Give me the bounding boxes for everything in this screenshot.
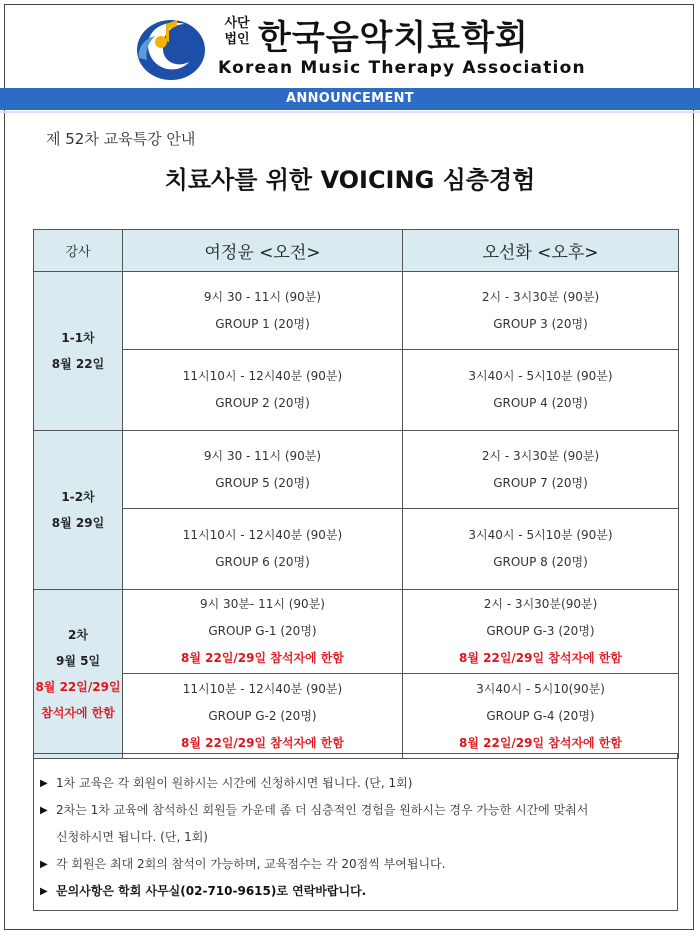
slot-cell: [123, 674, 403, 759]
lecture-subtitle: 제 52차 교육특강 안내: [46, 130, 196, 148]
note-text: 2차는 1차 교육에 참석하신 회원들 가운데 좀 더 심층적인 경험을 원하시는 경우 가능한 시간에 맞춰서: [56, 803, 589, 817]
slot-time: 11시10분 - 12시40분 (90분): [182, 681, 343, 696]
table-row: [34, 272, 679, 350]
notes-box: [33, 753, 678, 911]
note-text: 각 회원은 최대 2회의 참석이 가능하며, 교육점수는 각 20점씩 부여됩니다.: [56, 857, 446, 871]
list-item: [40, 851, 669, 878]
slot-cell: [123, 590, 403, 674]
slot-cell: [403, 272, 679, 350]
announcement-banner: ANNOUNCEMENT: [0, 88, 700, 110]
slot-cell: [123, 509, 403, 590]
slot-time: 9시 30분- 11시 (90분): [200, 597, 325, 611]
session-date: 8월 29일: [51, 516, 105, 530]
slot-group: GROUP 1 (20명): [215, 316, 310, 331]
list-item: [40, 878, 669, 905]
lecture-title: 치료사를 위한 VOICING 심층경험: [164, 166, 536, 194]
banner-divider: [0, 111, 700, 113]
table-header-row: [34, 230, 679, 272]
slot-group: GROUP 7 (20명): [493, 475, 588, 490]
slot-time: 2시 - 3시30분 (90분): [481, 289, 600, 304]
org-type-line2: 법인: [224, 32, 250, 47]
session-label: [34, 431, 123, 590]
slot-time: 11시10시 - 12시40분 (90분): [182, 369, 343, 383]
slot-cell: [123, 272, 403, 350]
list-item: [40, 824, 669, 851]
slot-group: GROUP 2 (20명): [215, 396, 310, 410]
instructor-1-header: 여정윤 <오전>: [123, 230, 403, 272]
slot-group: GROUP G-4 (20명): [486, 708, 595, 723]
table-row: [34, 674, 679, 759]
slot-restriction: 8월 22일/29일 참석자에 한함: [459, 735, 622, 750]
bullet-spacer: [40, 824, 56, 851]
session-number: 1-2차: [61, 490, 95, 504]
schedule-table: [33, 229, 679, 759]
slot-restriction: 8월 22일/29일 참석자에 한함: [459, 651, 622, 665]
session-label: [34, 590, 123, 759]
slot-cell: [123, 350, 403, 431]
slot-restriction: 8월 22일/29일 참석자에 한함: [181, 735, 344, 750]
table-row: [34, 509, 679, 590]
list-item: [40, 770, 669, 797]
slot-group: GROUP G-2 (20명): [208, 708, 317, 723]
session-date: 8월 22일: [51, 357, 105, 371]
slot-cell: [403, 674, 679, 759]
slot-time: 11시10시 - 12시40분 (90분): [182, 528, 343, 542]
bullet-arrow-icon: ▶: [40, 805, 48, 816]
org-name-english: Korean Music Therapy Association: [218, 58, 586, 78]
org-type: [218, 16, 256, 48]
table-row: [34, 590, 679, 674]
table-row: [34, 350, 679, 431]
org-name: 한국음악치료학회: [258, 18, 529, 58]
slot-restriction: 8월 22일/29일 참석자에 한함: [181, 651, 344, 665]
slot-group: GROUP G-3 (20명): [486, 624, 595, 638]
note-text: 신청하시면 됩니다. (단, 1회): [56, 830, 208, 844]
slot-time: 3시40시 - 5시10(90분): [476, 681, 605, 696]
list-item: [40, 797, 669, 824]
bullet-arrow-icon: ▶: [40, 859, 48, 870]
instructor-2-header: 오선화 <오후>: [403, 230, 679, 272]
slot-time: 3시40시 - 5시10분 (90분): [468, 369, 613, 383]
bullet-arrow-icon: ▶: [40, 886, 48, 897]
bullet-arrow-icon: ▶: [40, 778, 48, 789]
contact-note: 문의사항은 학회 사무실(02-710-9615)로 연락바랍니다.: [56, 884, 367, 898]
slot-time: 9시 30 - 11시 (90분): [203, 289, 322, 304]
note-text: 1차 교육은 각 회원이 원하시는 시간에 신청하시면 됩니다. (단, 1회): [56, 776, 413, 790]
session-restriction-line1: 8월 22일/29일: [35, 680, 121, 694]
slot-time: 3시40시 - 5시10분 (90분): [468, 528, 613, 542]
slot-cell: [403, 590, 679, 674]
session-restriction-line2: 참석자에 한함: [41, 706, 115, 720]
slot-time: 9시 30 - 11시 (90분): [203, 448, 322, 463]
slot-group: GROUP 5 (20명): [215, 475, 310, 490]
session-number: 2차: [68, 628, 88, 642]
slot-cell: [123, 431, 403, 509]
slot-cell: [403, 431, 679, 509]
org-type-line1: 사단: [224, 16, 250, 31]
slot-cell: [403, 350, 679, 431]
slot-group: GROUP 8 (20명): [493, 555, 588, 569]
slot-time: 2시 - 3시30분(90분): [483, 597, 598, 611]
table-row: [34, 431, 679, 509]
slot-group: GROUP 3 (20명): [493, 316, 588, 331]
slot-time: 2시 - 3시30분 (90분): [481, 448, 600, 463]
session-date: 9월 5일: [55, 654, 101, 668]
session-label: [34, 272, 123, 431]
slot-cell: [403, 509, 679, 590]
slot-group: GROUP 6 (20명): [215, 555, 310, 569]
slot-group: GROUP G-1 (20명): [208, 624, 317, 638]
slot-group: GROUP 4 (20명): [493, 396, 588, 410]
instructor-header: 강사: [34, 230, 123, 272]
session-number: 1-1차: [61, 331, 95, 345]
org-logo-icon: [133, 12, 209, 84]
org-header: [0, 4, 700, 86]
